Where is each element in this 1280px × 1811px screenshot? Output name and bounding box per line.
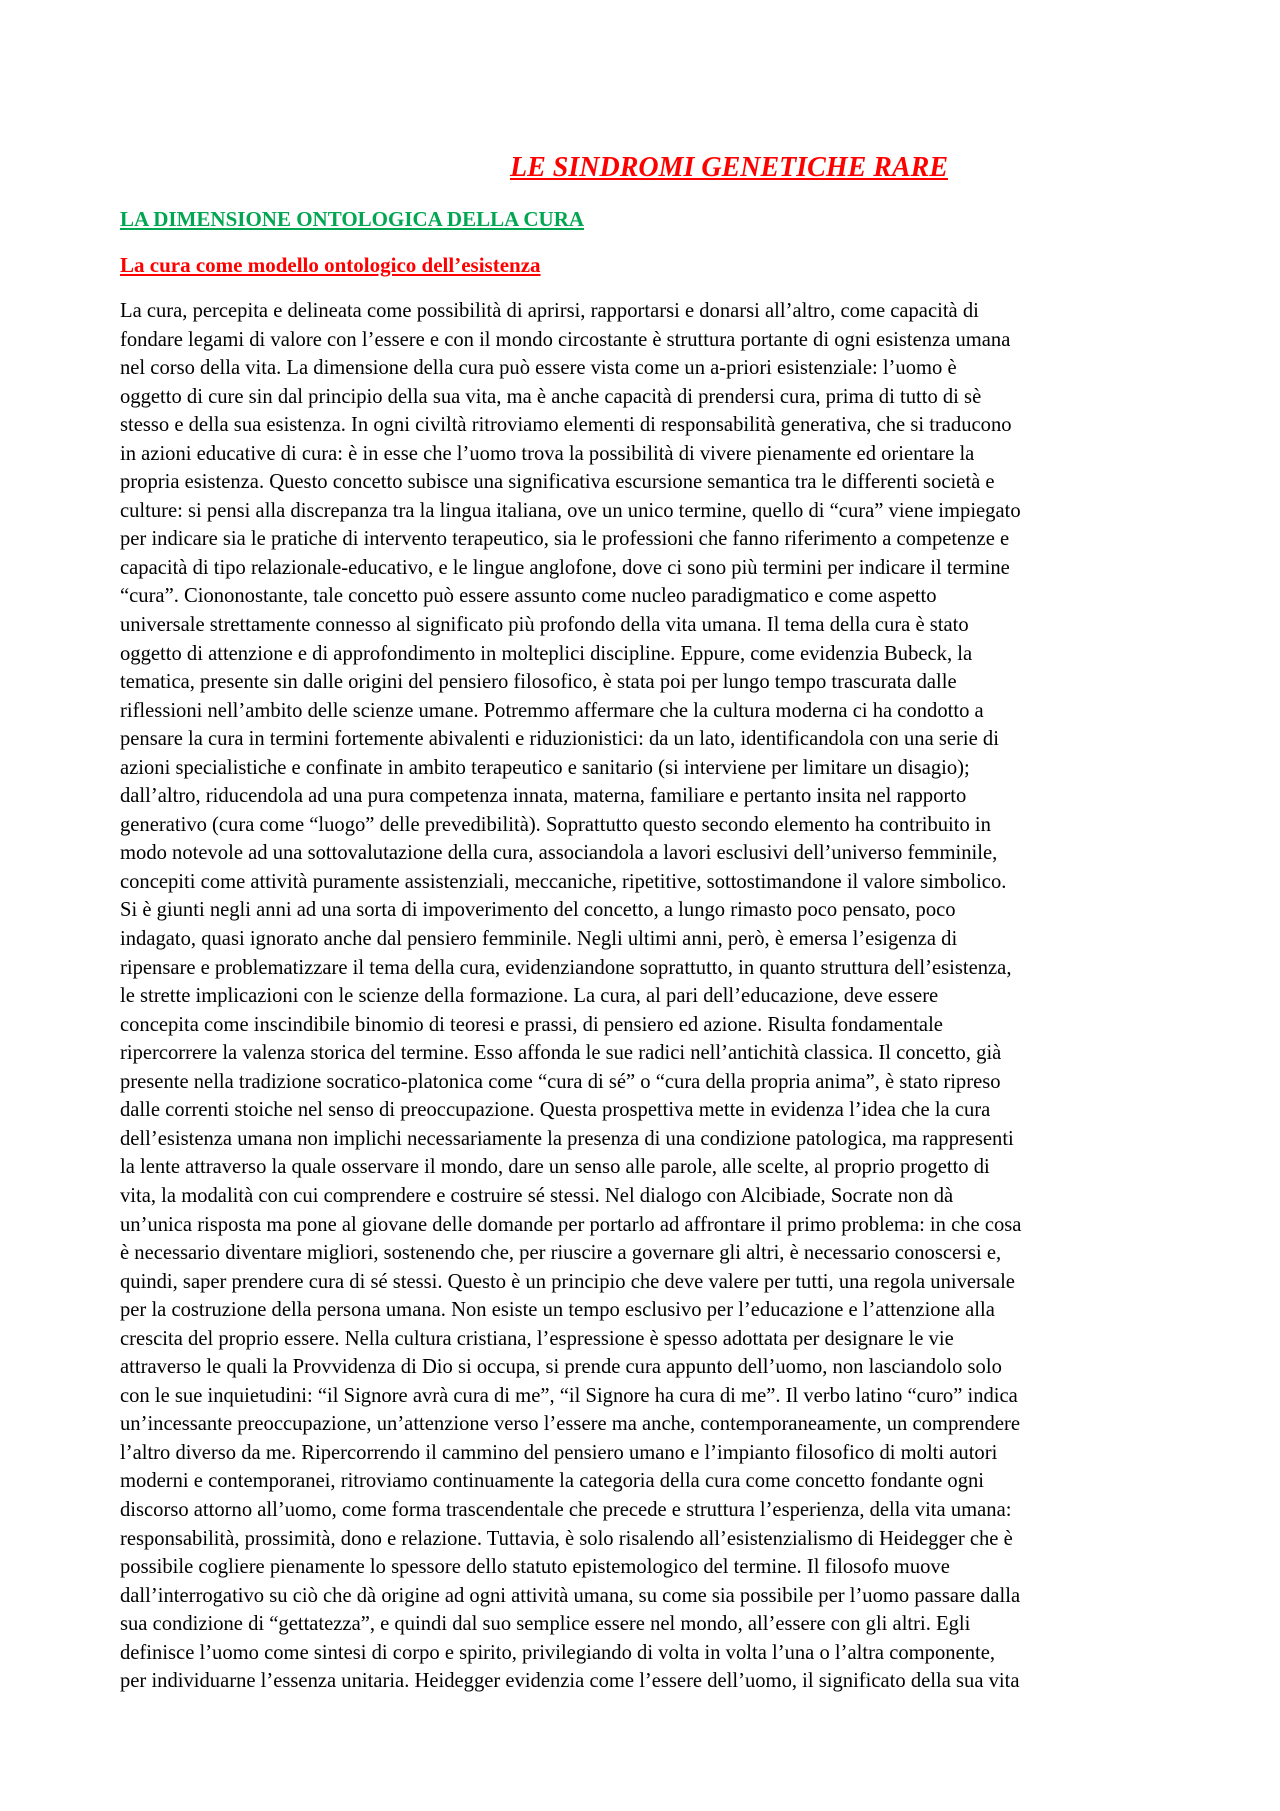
body-line: oggetto di attenzione e di approfondimento in molteplici discipline. Eppure, come evidenzia Bubeck, la [120, 642, 973, 665]
body-line: dall’altro, riducendola ad una pura competenza innata, materna, familiare e pertanto insita nel rapporto [120, 785, 967, 808]
body-line: sua condizione di “gettatezza”, e quindi dal suo semplice essere nel mondo, all’essere con gli altri. Egli [120, 1613, 971, 1636]
body-line: definisce l’uomo come sintesi di corpo e spirito, privilegiando di volta in volta l’una o l’altra componente, [120, 1641, 996, 1664]
body-text [120, 297, 1165, 1696]
body-line: stesso e della sua esistenza. In ogni civiltà ritroviamo elementi di responsabilità generativa, che si traducono [120, 414, 1012, 437]
body-line: pensare la cura in termini fortemente abivalenti e riduzionistici: da un lato, identificandola con una serie di [120, 728, 999, 751]
body-line: propria esistenza. Questo concetto subisce una significativa escursione semantica tra le differenti società e [120, 471, 995, 494]
body-line: oggetto di cure sin dal principio della sua vita, ma è anche capacità di prendersi cura, prima di tutto di sè [120, 385, 982, 408]
body-line: dall’interrogativo su ciò che dà origine ad ogni attività umana, su come sia possibile per l’uomo passare dalla [120, 1584, 1021, 1607]
body-line: quindi, saper prendere cura di sé stessi. Questo è un principio che deve valere per tutti, una regola universale [120, 1270, 1015, 1293]
body-line: possibile cogliere pienamente lo spessore dello statuto epistemologico del termine. Il filosofo muove [120, 1556, 950, 1579]
body-line: presente nella tradizione socratico-platonica come “cura di sé” o “cura della propria anima”, è stato ripreso [120, 1070, 1001, 1093]
body-line: indagato, quasi ignorato anche dal pensiero femminile. Negli ultimi anni, però, è emersa l’esigenza di [120, 928, 958, 951]
body-line: in azioni educative di cura: è in esse che l’uomo trova la possibilità di vivere pienamente ed orientare la [120, 442, 975, 465]
body-line: per la costruzione della persona umana. Non esiste un tempo esclusivo per l’educazione e l’attenzione alla [120, 1299, 995, 1322]
body-line: attraverso le quali la Provvidenza di Dio si occupa, si prende cura appunto dell’uomo, non lasciandolo solo [120, 1356, 1002, 1379]
body-line: discorso attorno all’uomo, come forma trascendentale che precede e struttura l’esperienza, della vita umana: [120, 1498, 1012, 1521]
section-heading: LA DIMENSIONE ONTOLOGICA DELLA CURA [120, 207, 585, 231]
body-line: responsabilità, prossimità, dono e relazione. Tuttavia, è solo risalendo all’esistenzialismo di Heidegger che è [120, 1527, 1013, 1550]
body-line: modo notevole ad una sottovalutazione della cura, associandola a lavori esclusivi dell’universo femminile, [120, 842, 998, 865]
body-line: concepita come inscindibile binomio di teoresi e prassi, di pensiero ed azione. Risulta fondamentale [120, 1013, 943, 1036]
body-line: riflessioni nell’ambito delle scienze umane. Potremmo affermare che la cultura moderna ci ha condotto a [120, 699, 984, 722]
document-title: LE SINDROMI GENETICHE RARE [510, 152, 949, 183]
body-line: “cura”. Ciononostante, tale concetto può essere assunto come nucleo paradigmatico e come aspetto [120, 585, 937, 608]
body-line: La cura, percepita e delineata come possibilità di aprirsi, rapportarsi e donarsi all’altro, come capacità di [120, 300, 979, 322]
body-line: vita, la modalità con cui comprendere e costruire sé stessi. Nel dialogo con Alcibiade, Socrate non dà [120, 1184, 954, 1207]
body-line: concepiti come attività puramente assistenziali, meccaniche, ripetitive, sottostimandone il valore simbolico. [120, 870, 1007, 893]
body-line: crescita del proprio essere. Nella cultura cristiana, l’espressione è spesso adottata per designare le vie [120, 1327, 954, 1350]
body-line: dell’esistenza umana non implichi necessariamente la presenza di una condizione patologica, ma rappresenti [120, 1127, 1014, 1150]
body-line: fondare legami di valore con l’essere e con il mondo circostante è struttura portante di ogni esistenza umana [120, 328, 1011, 351]
body-line: è necessario diventare migliori, sostenendo che, per riuscire a governare gli altri, è necessario conoscersi e, [120, 1242, 1002, 1265]
sub-heading: La cura come modello ontologico dell’esistenza [120, 253, 541, 277]
body-line: generativo (cura come “luogo” delle prevedibilità). Soprattutto questo secondo elemento ha contribuito in [120, 813, 991, 836]
body-line: le strette implicazioni con le scienze della formazione. La cura, al pari dell’educazione, deve essere [120, 985, 939, 1008]
body-line: per individuarne l’essenza unitaria. Heidegger evidenzia come l’essere dell’uomo, il significato della sua vita [120, 1670, 1020, 1693]
body-line: Si è giunti negli anni ad una sorta di impoverimento del concetto, a lungo rimasto poco pensato, poco [120, 899, 956, 922]
body-line: con le sue inquietudini: “il Signore avrà cura di me”, “il Signore ha cura di me”. Il verbo latino “curo” indica [120, 1384, 1018, 1407]
body-line: universale strettamente connesso al significato più profondo della vita umana. Il tema della cura è stato [120, 614, 969, 637]
body-line: un’unica risposta ma pone al giovane delle domande per portarlo ad affrontare il primo problema: in che cosa [120, 1213, 1022, 1236]
body-line: un’incessante preoccupazione, un’attenzione verso l’essere ma anche, contemporaneamente, un comprendere [120, 1413, 1020, 1436]
body-line: capacità di tipo relazionale-educativo, e le lingue anglofone, dove ci sono più termini per indicare il termine [120, 556, 1010, 579]
body-line: tematica, presente sin dalle origini del pensiero filosofico, è stata poi per lungo tempo trascurata dalle [120, 671, 957, 694]
body-line: moderni e contemporanei, ritroviamo continuamente la categoria della cura come concetto fondante ogni [120, 1470, 985, 1493]
body-line: ripensare e problematizzare il tema della cura, evidenziandone soprattutto, in quanto struttura dell’esistenza, [120, 956, 1012, 979]
body-line: l’altro diverso da me. Ripercorrendo il cammino del pensiero umano e l’impianto filosofico di molti autori [120, 1441, 998, 1464]
body-line: la lente attraverso la quale osservare il mondo, dare un senso alle parole, alle scelte, al proprio progetto di [120, 1156, 990, 1179]
body-line: dalle correnti stoiche nel senso di preoccupazione. Questa prospettiva mette in evidenza l’idea che la cura [120, 1099, 991, 1122]
body-line: ripercorrere la valenza storica del termine. Esso affonda le sue radici nell’antichità classica. Il concetto, già [120, 1042, 1002, 1065]
body-line: azioni specialistiche e confinate in ambito terapeutico e sanitario (si interviene per limitare un disagio); [120, 756, 970, 779]
body-line: culture: si pensi alla discrepanza tra la lingua italiana, ove un unico termine, quello di “cura” viene impiegato [120, 499, 1021, 522]
body-line: nel corso della vita. La dimensione della cura può essere vista come un a-priori esistenziale: l’uomo è [120, 357, 957, 380]
body-line: per indicare sia le pratiche di intervento terapeutico, sia le professioni che fanno riferimento a competenze e [120, 528, 1010, 551]
